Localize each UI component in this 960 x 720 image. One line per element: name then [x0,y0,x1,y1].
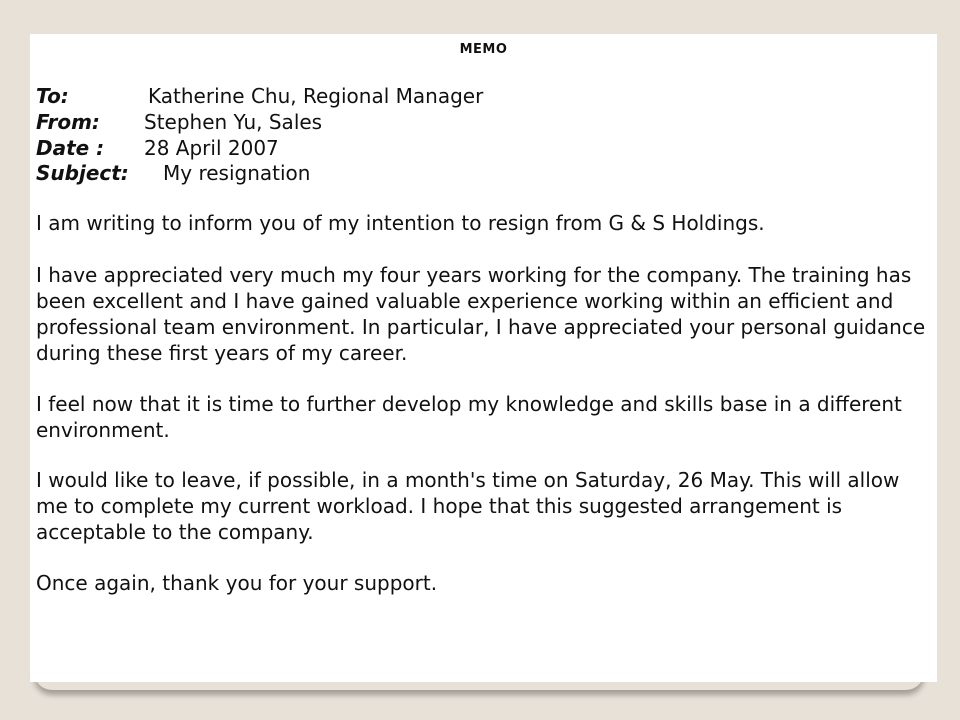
date-line [36,136,279,160]
subject-label: Subject: [36,161,129,185]
memo-title: MEMO [459,42,508,57]
to-value: Katherine Chu, Regional Manager [148,84,484,108]
subject-value: My resignation [163,161,311,185]
date-label: Date : [36,136,105,160]
memo-paragraph: I would like to leave, if possible, in a month's time on Saturday, 26 May. This will allow me to complete my current workload. I hope that this suggested arrangement is acceptable to the company. [36,468,900,544]
memo-paragraph: I feel now that it is time to further develop my knowledge and skills base in a different environment. [36,392,902,442]
from-line [36,110,323,134]
date-value: 28 April 2007 [144,136,279,160]
memo-paragraph: I have appreciated very much my four years working for the company. The training has been excellent and I have gained valuable experience working within an efficient and professional team environment. In particular, I have appreciated your personal guidance during these first years of my career. [36,263,926,365]
memo-paragraph: I am writing to inform you of my intention to resign from G & S Holdings. [36,211,765,235]
from-label: From: [36,110,100,134]
subject-line [36,161,311,185]
from-value: Stephen Yu, Sales [144,110,323,134]
memo-paragraph: Once again, thank you for your support. [36,571,438,595]
to-line [36,84,484,108]
memo-page [30,34,937,682]
to-label: To: [36,84,69,108]
